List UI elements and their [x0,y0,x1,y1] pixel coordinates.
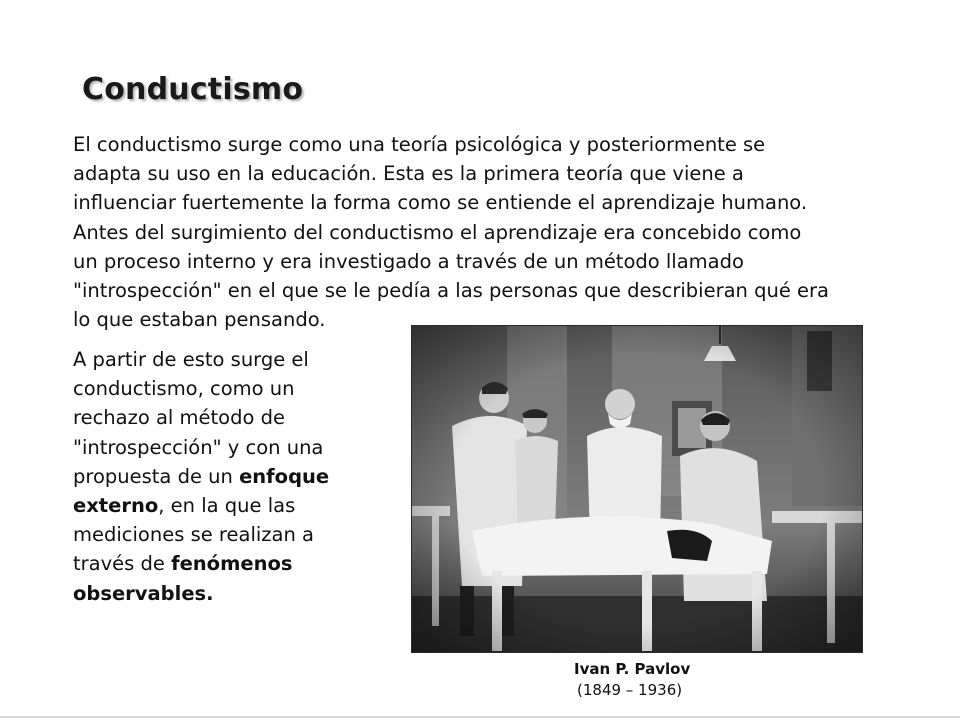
slide-title: Conductismo [82,72,304,107]
bold-term-observables: observables. [73,581,214,605]
secondary-line [73,462,403,491]
bold-term-fenomenos: fenómenos [171,552,293,576]
intro-line: influenciar fuertemente la forma como se entiende el aprendizaje humano. [73,191,808,215]
secondary-paragraph [73,345,403,608]
secondary-text: propuesta de un [73,464,240,488]
secondary-line: A partir de esto surge el [73,348,309,371]
secondary-text: , en la que las [158,494,296,518]
intro-line: lo que estaban pensando. [73,308,326,332]
secondary-text: través de [73,552,172,576]
intro-line: un proceso interno y era investigado a través de un método llamado [73,249,744,273]
photo-caption-name: Ivan P. Pavlov [574,660,691,678]
secondary-line: conductismo, como un [73,377,295,401]
intro-line: "introspección" en el que se le pedía a las personas que describieran qué era [73,279,830,303]
pavlov-lab-photo [411,325,863,653]
secondary-line [73,579,403,608]
secondary-line: "introspección" y con una [73,435,324,459]
intro-line: adapta su uso en la educación. Esta es la primera teoría que viene a [73,162,744,186]
intro-line: El conductismo surge como una teoría psicológica y posteriormente se [73,133,766,156]
secondary-line: rechazo al método de [73,406,285,430]
footer-divider [0,716,960,718]
secondary-line [73,491,403,520]
bold-term-externo: externo [73,494,159,518]
intro-line: Antes del surgimiento del conductismo el aprendizaje era concebido como [73,220,802,244]
secondary-line: mediciones se realizan a [73,523,314,547]
secondary-line [73,549,403,578]
bold-term-enfoque: enfoque [239,464,330,488]
photo-caption-years: (1849 – 1936) [577,681,683,699]
intro-paragraph [73,130,923,334]
